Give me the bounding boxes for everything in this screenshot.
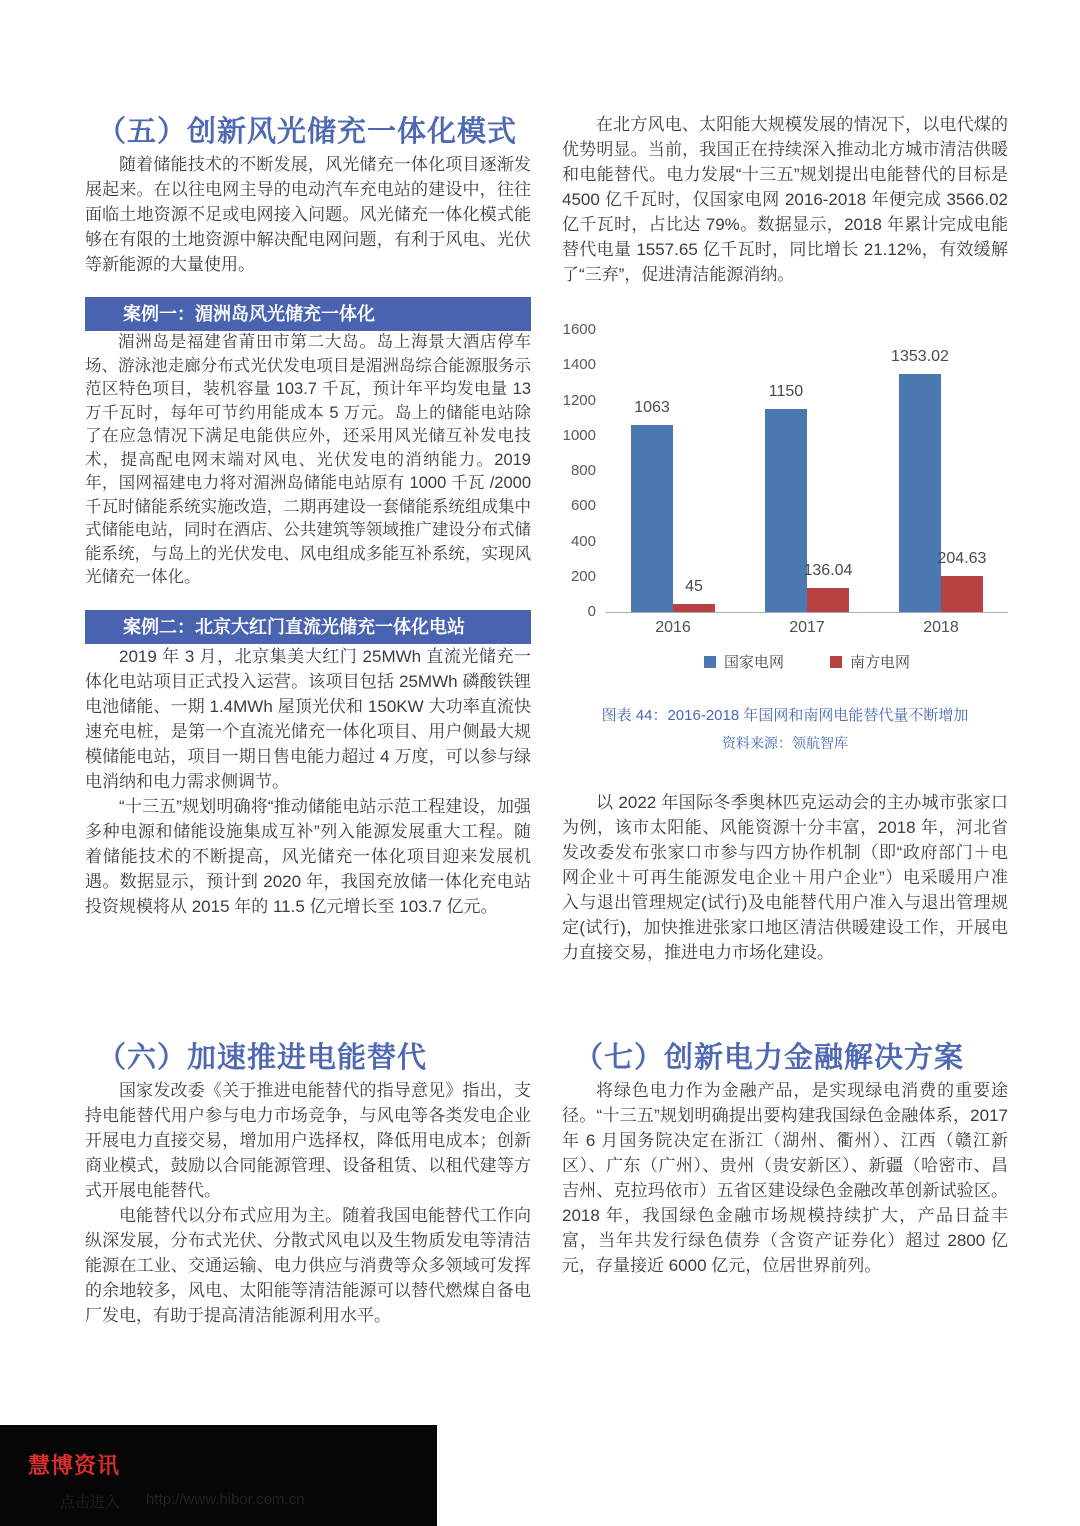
section7 bbox=[562, 1038, 1008, 1278]
hibor-logo: 慧博资讯 bbox=[28, 1453, 121, 1478]
section6-paragraph-1: 国家发改委《关于推进电能替代的指导意见》指出，支持电能替代用户参与电力市场竞争，与风电等各类发电企业开展电力直接交易，增加用户选择权，降低用电成本；创新商业模式，鼓励以合同能源管理、设备租赁、以租代建等方式开展电能替代。 bbox=[85, 1081, 531, 1200]
bar-value-label: 1150 bbox=[768, 383, 804, 401]
bar bbox=[803, 562, 853, 612]
y-tick-label: 1200 bbox=[562, 391, 596, 409]
y-tick-label: 1000 bbox=[562, 426, 596, 444]
chart-x-axis bbox=[606, 619, 1008, 637]
case1-body: 湄洲岛是福建省莆田市第二大岛。岛上海景大酒店停车场、游泳池走廊分布式光伏发电项目是湄洲岛综合能源服务示范区特色项目，装机容量 103.7 千瓦，预计年平均发电量 13 万千瓦时，每年可节约用能成本 5 万元。岛上的储能电站除了在应急情况下满足电能供应外，还采用风光储互补发电技术，提高配电网末端对风电、光伏发电的消纳能力。2019 年，国网福建电力将对湄洲岛储能电站原有 1000 千瓦 /2000 千瓦时储能系统实施改造，二期再建设一套储能系统组成集中式储能电站，同时在酒店、公共建筑等领域推广建设分布式储能系统，与岛上的光伏发电、风电组成多能互补系统，实现风光储充一体化。 bbox=[85, 333, 531, 586]
y-tick-label: 400 bbox=[570, 532, 596, 550]
bar-group bbox=[740, 330, 874, 612]
section7-title: （七）创新电力金融解决方案 bbox=[574, 1042, 965, 1074]
y-tick-label: 200 bbox=[570, 567, 596, 585]
legend-swatch-icon bbox=[704, 656, 716, 668]
bar bbox=[937, 549, 987, 612]
y-tick-label: 1600 bbox=[562, 321, 596, 338]
chart-legend bbox=[606, 651, 1008, 672]
chart-source: 资料来源：领航智库 bbox=[722, 735, 848, 751]
electric-substitution-paragraph: 在北方风电、太阳能大规模发展的情况下，以电代煤的优势明显。当前，我国正在持续深入推动北方城市清洁供暖和电能替代。电力发展“十三五”规划提出电能替代的目标是 4500 亿千瓦时，仅国家电网 2016-2018 年便完成 3566.02 亿千瓦时，占比达 79%。数据显示，2018 年累计完成电能替代电量 1557.65 亿千瓦时，同比增长 21.12%，有效缓解了“三弃”，促进清洁能源消纳。 bbox=[562, 115, 1008, 284]
legend-label: 国家电网 bbox=[723, 654, 784, 671]
bar-value-label: 1353.02 bbox=[891, 347, 949, 365]
chart-block bbox=[562, 320, 1008, 753]
bar-chart bbox=[562, 320, 1008, 672]
legend-swatch-icon bbox=[830, 656, 842, 668]
section6-title: （六）加速推进电能替代 bbox=[97, 1042, 428, 1074]
legend-item bbox=[830, 651, 910, 672]
bar-value-label: 45 bbox=[685, 578, 703, 596]
bar-value-label: 204.63 bbox=[937, 549, 987, 567]
chart-caption: 图表 44：2016-2018 年国网和南网电能替代量不断增加 bbox=[601, 707, 969, 724]
chart-y-axis bbox=[562, 321, 606, 620]
x-tick-label: 2017 bbox=[789, 619, 825, 636]
bar bbox=[673, 578, 715, 612]
bar bbox=[891, 347, 949, 612]
right-column-intro bbox=[562, 112, 1008, 287]
footer-url-link[interactable]: http://www.hibor.com.cn bbox=[146, 1491, 305, 1508]
watermark-footer bbox=[0, 1425, 437, 1526]
y-tick-label: 800 bbox=[570, 462, 596, 479]
zhangjiakou-paragraph: 以 2022 年国际冬季奥林匹克运动会的主办城市张家口为例，该市太阳能、风能资源十分丰富，2018 年，河北省发改委发布张家口市参与四方协作机制（即“政府部门＋电网企业＋可再生能源发电企业＋用户企业”）电采暖用户准入与退出管理规定(试行)及电能替代用户准入与退出管理规定(试行)，加快推进张家口地区清洁供暖建设工作，开展电力直接交易，推进电力市场化建设。 bbox=[562, 793, 1008, 962]
right-column-body bbox=[562, 790, 1008, 965]
y-tick-label: 1400 bbox=[562, 356, 596, 374]
bar bbox=[631, 398, 673, 612]
y-tick-label: 600 bbox=[570, 497, 596, 515]
section7-paragraph: 将绿色电力作为金融产品，是实现绿电消费的重要途径。“十三五”规划明确提出要构建我国绿色金融体系，2017 年 6 月国务院决定在浙江（湖州、衢州）、江西（赣江新区）、广东（广州）、贵州（贵安新区）、新疆（哈密市、昌吉州、克拉玛依市）五省区建设绿色金融改革创新试验区。2018 年，我国绿色金融市场规模持续扩大，产品日益丰富，当年共发行绿色债券（含资产证券化）超过 2800 亿元，存量接近 6000 亿元，位居世界前列。 bbox=[562, 1081, 1008, 1275]
bar-group bbox=[606, 330, 740, 612]
section5-paragraph: 随着储能技术的不断发展，风光储充一体化项目逐渐发展起来。在以往电网主导的电动汽车充电站的建设中，往往面临土地资源不足或电网接入问题。风光储充一体化模式能够在有限的土地资源中解决配电网问题，有利于风电、光伏等新能源的大量使用。 bbox=[85, 155, 531, 274]
bar-value-label: 136.04 bbox=[803, 562, 853, 580]
legend-label: 南方电网 bbox=[850, 654, 911, 671]
y-tick-label: 0 bbox=[587, 603, 596, 620]
case2-header: 案例二：北京大红门直流光储充一体化电站 bbox=[85, 610, 531, 644]
plan-135-paragraph: “十三五”规划明确将“推动储能电站示范工程建设，加强多种电源和储能设施集成互补”列入能源发展重大工程。随着储能技术的不断提高，风光储充一体化项目迎来发展机遇。数据显示，预计到 2020 年，我国充放储一体化充电站投资规模将从 2015 年的 11.5 亿元增长至 103.7 亿元。 bbox=[85, 796, 531, 916]
x-tick-label: 2018 bbox=[923, 619, 959, 636]
bar-group bbox=[874, 330, 1008, 612]
footer-enter-label[interactable]: 点击进入 bbox=[60, 1494, 121, 1511]
bar-value-label: 1063 bbox=[634, 398, 670, 416]
left-column bbox=[85, 112, 531, 919]
section5-title: （五）创新风光储充一体化模式 bbox=[97, 116, 518, 148]
section6-paragraph-2: 电能替代以分布式应用为主。随着我国电能替代工作向纵深发展，分布式光伏、分散式风电以及生物质发电等清洁能源在工业、交通运输、电力供应与消费等众多领域可发挥的余地较多，风电、太阳能等清洁能源可以替代燃煤自备电厂发电，有助于提高清洁能源利用水平。 bbox=[85, 1206, 531, 1325]
bar bbox=[765, 383, 807, 612]
case1-header: 案例一：湄洲岛风光储充一体化 bbox=[85, 297, 531, 331]
case2-body: 2019 年 3 月，北京集美大红门 25MWh 直流光储充一体化电站项目正式投入运营。该项目包括 25MWh 磷酸铁锂电池储能、一期 1.4MWh 屋顶光伏和 150KW 大功率直流快速充电桩，是第一个直流光储充一体化项目、用户侧最大规模储能电站，项目一期日售电能力超过 4 万度，可以参与绿电消纳和电力需求侧调节。 bbox=[85, 646, 531, 791]
section6 bbox=[85, 1038, 531, 1328]
chart-plot bbox=[606, 330, 1008, 613]
x-tick-label: 2016 bbox=[655, 619, 691, 636]
legend-item bbox=[704, 651, 784, 672]
